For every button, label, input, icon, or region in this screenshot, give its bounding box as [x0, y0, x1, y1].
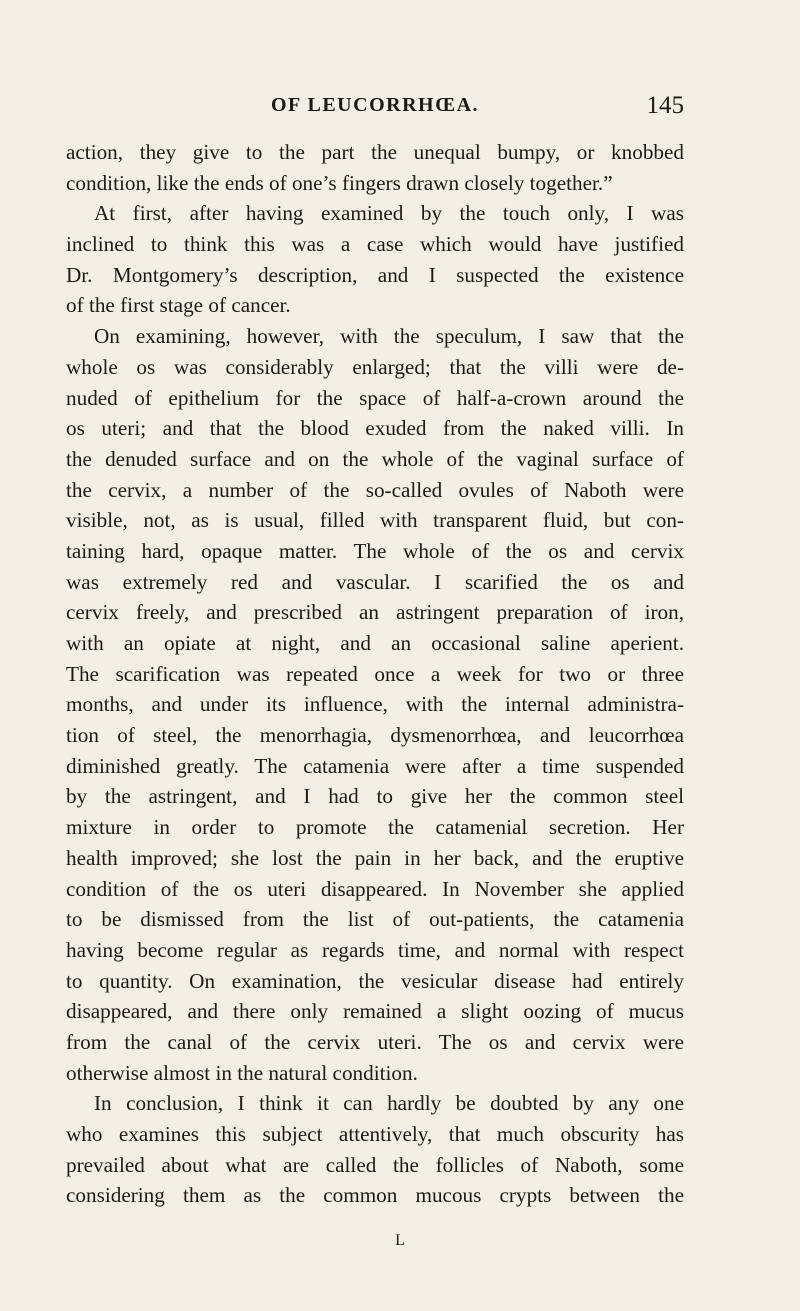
text-line: the cervix, a number of the so-called ovules of Naboth were	[66, 477, 684, 502]
text-line: to be dismissed from the list of out-patients, the catamenia	[66, 907, 684, 932]
signature-mark: L	[395, 1232, 405, 1249]
page-number: 145	[646, 92, 684, 119]
text-line: from the canal of the cervix uteri. The os and cervix were	[66, 1029, 684, 1054]
text-line: taining hard, opaque matter. The whole of the os and cervix	[66, 538, 684, 563]
text-line: who examines this subject attentively, that much obscurity has	[66, 1122, 684, 1146]
text-line: with an opiate at night, and an occasional saline aperient.	[66, 631, 684, 655]
paragraph-first-line: In conclusion, I think it can hardly be doubted by any one	[94, 1091, 684, 1116]
text-line: otherwise almost in the natural condition.	[66, 1060, 418, 1085]
text-line: considering them as the common mucous crypts between the	[66, 1183, 684, 1208]
text-line: mixture in order to promote the catamenial secretion. Her	[66, 815, 684, 840]
text-line: Dr. Montgomery’s description, and I suspected the existence	[66, 262, 684, 287]
text-line: having become regular as regards time, and normal with respect	[66, 937, 684, 962]
text-line: months, and under its influence, with the internal administra-	[66, 692, 684, 717]
paragraph-first-line: At first, after having examined by the touch only, I was	[94, 201, 684, 226]
text-line: health improved; she lost the pain in her back, and the eruptive	[66, 845, 684, 870]
text-line: was extremely red and vascular. I scarified the os and	[66, 569, 684, 594]
text-line: of the first stage of cancer.	[66, 293, 291, 318]
text-line: condition of the os uteri disappeared. In November she applied	[66, 876, 684, 901]
text-line: by the astringent, and I had to give her the common steel	[66, 784, 684, 809]
text-line: prevailed about what are called the follicles of Naboth, some	[66, 1152, 684, 1177]
text-line: cervix freely, and prescribed an astringent preparation of iron,	[66, 600, 684, 625]
text-line: disappeared, and there only remained a slight oozing of mucus	[66, 999, 684, 1024]
text-line: os uteri; and that the blood exuded from the naked villi. In	[66, 416, 684, 441]
text-line: condition, like the ends of one’s fingers drawn closely together.”	[66, 170, 613, 195]
running-head	[66, 94, 684, 124]
text-line: tion of steel, the menorrhagia, dysmenorrhœa, and leucorrhœa	[66, 723, 684, 748]
text-line: the denuded surface and on the whole of the vaginal surface of	[66, 446, 684, 471]
text-line: The scarification was repeated once a week for two or three	[66, 661, 684, 686]
text-line: diminished greatly. The catamenia were after a time suspended	[66, 753, 684, 778]
text-line: whole os was considerably enlarged; that the villi were de-	[66, 354, 684, 379]
text-line: action, they give to the part the unequal bumpy, or knobbed	[66, 140, 684, 164]
running-title: OF LEUCORRHŒA.	[270, 94, 480, 116]
paragraph-first-line: On examining, however, with the speculum, I saw that the	[94, 324, 684, 349]
body-text	[66, 137, 684, 1211]
text-line: visible, not, as is usual, filled with transparent fluid, but con-	[66, 508, 684, 533]
text-line: inclined to think this was a case which would have justified	[66, 232, 684, 257]
text-line: nuded of epithelium for the space of half-a-crown around the	[66, 385, 684, 410]
text-line: to quantity. On examination, the vesicular disease had entirely	[66, 968, 684, 993]
